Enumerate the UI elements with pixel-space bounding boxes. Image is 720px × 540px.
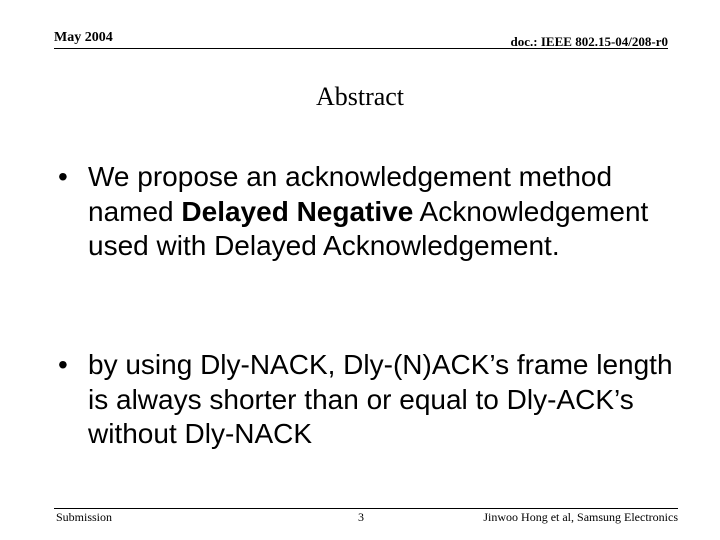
bullet-text-1 xyxy=(88,160,688,264)
footer-page-number: 3 xyxy=(358,510,364,524)
bullet-marker: • xyxy=(58,161,68,192)
footer-authors: Jinwoo Hong et al, Samsung Electronics xyxy=(483,510,678,524)
bullet-text-post: Acknowledgement used with Delayed Acknowledgement. xyxy=(88,195,649,261)
bullet-text-bold: Delayed Negative xyxy=(181,195,414,227)
footer-rule xyxy=(54,508,678,509)
bullet-item-1 xyxy=(58,160,688,264)
header-rule xyxy=(54,48,668,49)
bullet-item-2 xyxy=(58,348,688,452)
footer-submission: Submission xyxy=(56,510,113,524)
bullet-marker: • xyxy=(58,349,68,380)
header-doc-id: doc.: IEEE 802.15-04/208-r0 xyxy=(510,34,668,49)
header-date: May 2004 xyxy=(54,30,113,45)
slide-title: Abstract xyxy=(315,82,405,111)
bullet-text-2: by using Dly-NACK, Dly-(N)ACK’s frame length is always shorter than or equal to Dly-ACK’s without Dly-NACK xyxy=(88,349,673,449)
bullet-text-pre: We propose an acknowledgement method named xyxy=(88,161,613,227)
